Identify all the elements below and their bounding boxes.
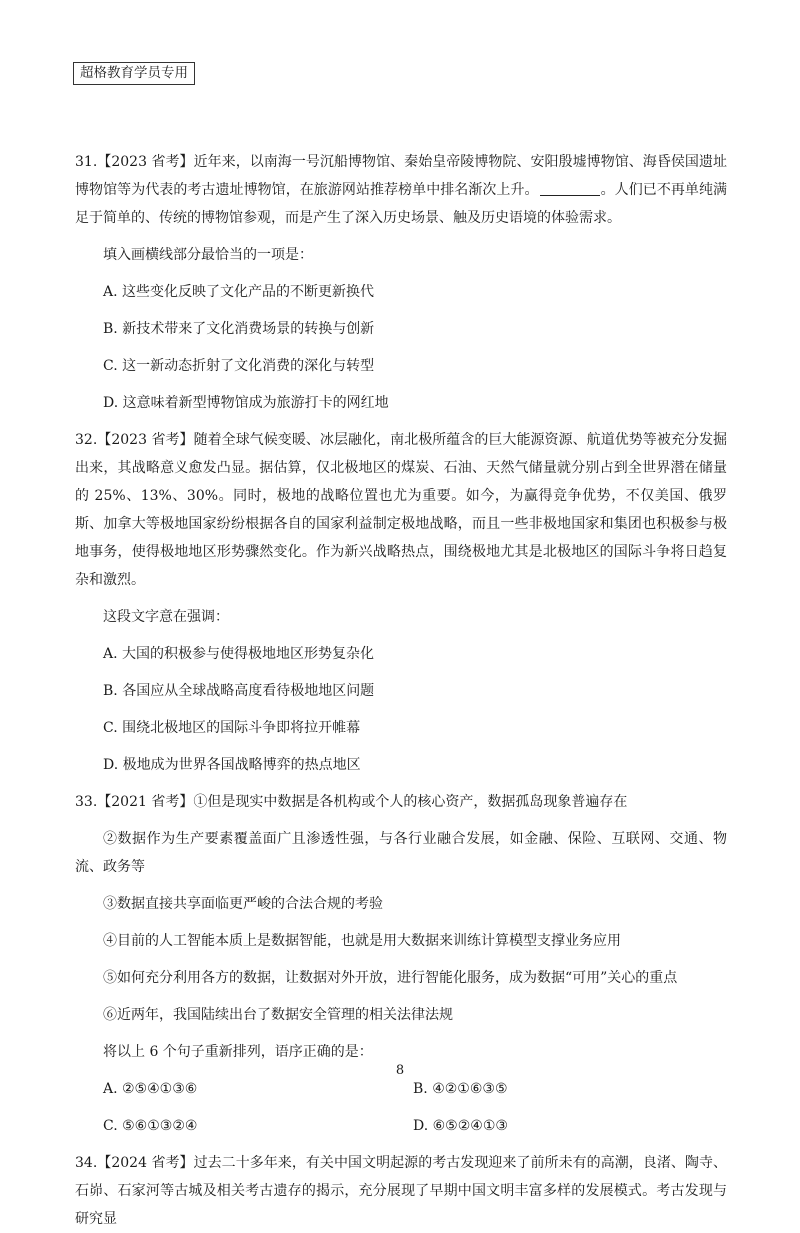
question-32-option-b: B. 各国应从全球战略高度看待极地地区问题 — [103, 683, 375, 699]
header-tag: 超格教育学员专用 — [73, 62, 195, 85]
question-33-sentence-2: ②数据作为生产要素覆盖面广且渗透性强，与各行业融合发展，如金融、保险、互联网、交通、物流、政务等 — [75, 831, 727, 875]
question-34-stem: 34.【2024 省考】过去二十多年来，有关中国文明起源的考古发现迎来了前所未有的高潮，良渚、陶寺、石峁、石家河等古城及相关考古遗存的揭示，充分展现了早期中国文明丰富多样的发展模式。考古发现与研究显 — [75, 1155, 727, 1227]
question-31-option-d: D. 这意味着新型博物馆成为旅游打卡的网红地 — [103, 395, 389, 411]
question-31-option-c: C. 这一新动态折射了文化消费的深化与转型 — [103, 358, 375, 374]
question-32-prompt: 这段文字意在强调： — [103, 609, 229, 625]
question-33-option-d: D. ⑥⑤②④①③ — [413, 1118, 508, 1134]
question-32-option-c: C. 围绕北极地区的国际斗争即将拉开帷幕 — [103, 720, 361, 736]
question-33-option-a: A. ②⑤④①③⑥ — [103, 1081, 198, 1097]
fill-blank — [540, 181, 600, 196]
question-33-sentence-4: ④目前的人工智能本质上是数据智能，也就是用大数据来训练计算模型支撑业务应用 — [103, 933, 621, 949]
page-number: 8 — [395, 1063, 405, 1078]
question-31-prefix: 31.【2023 省考】近年来，以南海一号沉船博物馆、秦始皇帝陵博物院、安阳殷墟博物馆、海昏侯国遗址博物馆等为代表的考古遗址博物馆，在旅游网站推荐榜单中排名渐次上升。 — [75, 154, 727, 198]
question-31-option-a: A. 这些变化反映了文化产品的不断更新换代 — [103, 284, 375, 300]
question-31-prompt: 填入画横线部分最恰当的一项是： — [103, 247, 313, 263]
question-33-option-b: B. ④②①⑥③⑤ — [413, 1081, 508, 1097]
question-33-options-row-2 — [75, 1112, 727, 1140]
question-33-prompt: 将以上 6 个句子重新排列，语序正确的是： — [103, 1044, 373, 1060]
question-33-options-row-1 — [75, 1075, 727, 1103]
question-33-sentence-1: 33.【2021 省考】①但是现实中数据是各机构或个人的核心资产，数据孤岛现象普遍存在 — [75, 794, 628, 810]
question-33-sentence-3: ③数据直接共享面临更严峻的合法合规的考验 — [103, 896, 383, 912]
question-32-option-a: A. 大国的积极参与使得极地地区形势复杂化 — [103, 646, 375, 662]
question-32-stem: 32.【2023 省考】随着全球气候变暖、冰层融化，南北极所蕴含的巨大能源资源、航道优势等被充分发掘出来，其战略意义愈发凸显。据估算，仅北极地区的煤炭、石油、天然气储量就分别占到全世界潜在储量的 25%、13%、30%。同时，极地的战略位置也尤为重要。如今，为赢得竞争优势，不仅美国、俄罗斯、加拿大等极地国家纷纷根据各自的国家利益制定极地战略，而且一些非极地国家和集团也积极参与极地事务，使得极地地区形势骤然变化。作为新兴战略热点，围绕极地尤其是北极地区的国际斗争将日趋复杂和激烈。 — [75, 432, 727, 588]
question-31-option-b: B. 新技术带来了文化消费场景的转换与创新 — [103, 321, 375, 337]
question-33-sentence-6: ⑥近两年，我国陆续出台了数据安全管理的相关法律法规 — [103, 1007, 453, 1023]
question-32-option-d: D. 极地成为世界各国战略博弈的热点地区 — [103, 757, 361, 773]
question-31-stem — [75, 148, 727, 232]
question-33-sentence-5: ⑤如何充分利用各方的数据，让数据对外开放，进行智能化服务，成为数据“可用”关心的重点 — [103, 970, 678, 986]
question-31-suffix: 。人们已不再单纯满足于简单的、传统的博物馆参观，而是产生了深入历史场景、触及历史语境的体验需求。 — [75, 182, 728, 226]
question-33-option-c: C. ⑤⑥①③②④ — [103, 1118, 198, 1134]
